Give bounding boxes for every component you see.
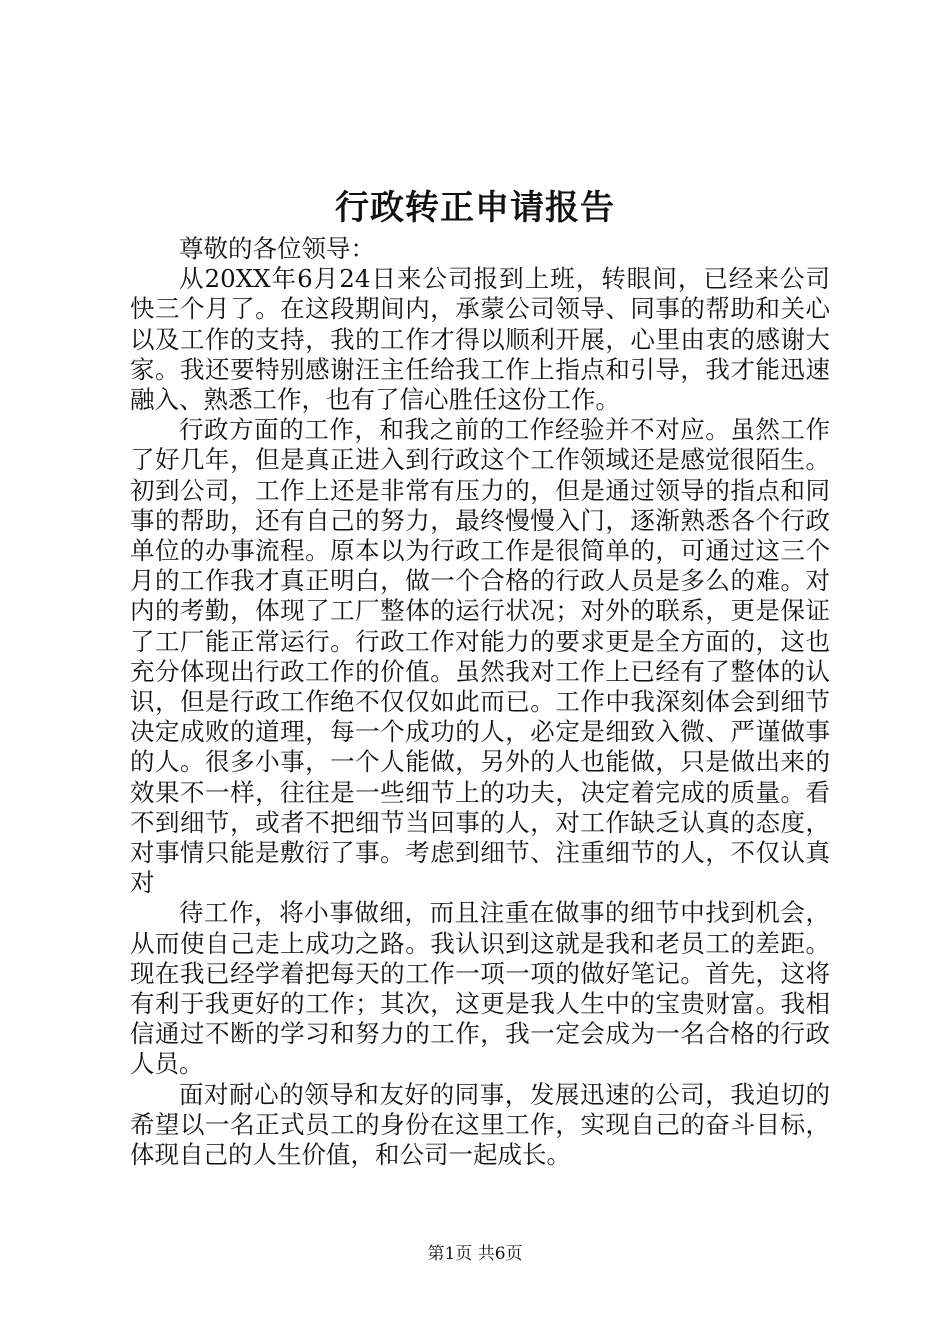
paragraph: 行政方面的工作，和我之前的工作经验并不对应。虽然工作了好几年，但是真正进入到行政这个工作领域还是感觉很陌生。初到公司，工作上还是非常有压力的，但是通过领导的指点和同事的帮助，还有自己的努力，最终慢慢入门，逐渐熟悉各个行政单位的办事流程。原本以为行政工作是很简单的，可通过这三个月的工作我才真正明白，做一个合格的行政人员是多么的难。对内的考勤，体现了工厂整体的运行状况；对外的联系，更是保证了工厂能正常运行。行政工作对能力的要求更是全方面的，这也充分体现出行政工作的价值。虽然我对工作上已经有了整体的认识，但是行政工作绝不仅仅如此而已。工作中我深刻体会到细节决定成败的道理，每一个成功的人，必定是细致入微、严谨做事的人。很多小事，一个人能做，另外的人也能做，只是做出来的效果不一样，往往是一些细节上的功夫，决定着完成的质量。看不到细节，或者不把细节当回事的人，对工作缺乏认真的态度，对事情只能是敷衍了事。考虑到细节、注重细节的人，不仅认真对 (130, 415, 830, 898)
document-body (130, 234, 830, 1170)
page-footer: 第1页 共6页 (427, 1244, 523, 1264)
salutation: 尊敬的各位领导： (179, 234, 375, 263)
paragraph: 从20XX年6月24日来公司报到上班，转眼间，已经来公司快三个月了。在这段期间内，承蒙公司领导、同事的帮助和关心以及工作的支持，我的工作才得以顺利开展，心里由衷的感谢大家。我还要特别感谢汪主任给我工作上指点和引导，我才能迅速融入、熟悉工作，也有了信心胜任这份工作。 (130, 264, 830, 415)
document-title: 行政转正申请报告 (335, 188, 615, 228)
paragraph: 面对耐心的领导和友好的同事，发展迅速的公司，我迫切的希望以一名正式员工的身份在这里工作，实现自己的奋斗目标，体现自己的人生价值，和公司一起成长。 (130, 1079, 830, 1170)
paragraph: 待工作，将小事做细，而且注重在做事的细节中找到机会，从而使自己走上成功之路。我认识到这就是我和老员工的差距。现在我已经学着把每天的工作一项一项的做好笔记。首先，这将有利于我更好的工作；其次，这更是我人生中的宝贵财富。我相信通过不断的学习和努力的工作，我一定会成为一名合格的行政人员。 (130, 898, 830, 1079)
